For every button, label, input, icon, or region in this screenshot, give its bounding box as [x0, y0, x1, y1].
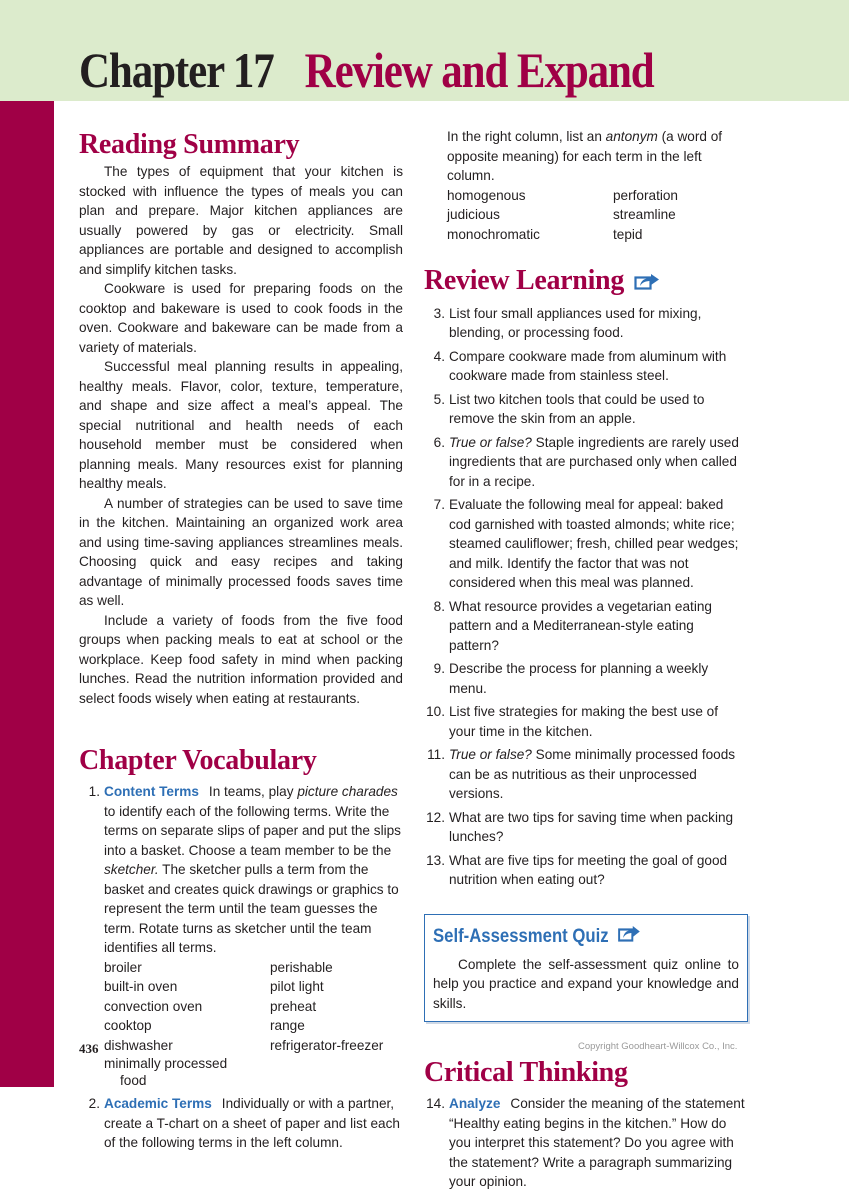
item-text: In teams, play — [208, 784, 298, 799]
question-text: List five strategies for making the best use of your time in the kitchen. — [449, 704, 718, 739]
quiz-title-text: Self-Assessment Quiz — [433, 925, 609, 947]
review-question — [424, 745, 746, 804]
copyright-notice: Copyright Goodheart-Willcox Co., Inc. — [578, 1041, 738, 1052]
term: judicious — [447, 207, 500, 222]
item-number: 1. — [88, 784, 100, 799]
term: cooktop — [104, 1018, 152, 1033]
academic-terms-continued — [424, 127, 746, 186]
review-question — [424, 851, 746, 890]
summary-paragraph: The types of equipment that your kitchen is stocked with influence the types of meals you can plan and prepare. Major kitchen appliances are usually powered by gas or electricity. Small appliances are portable and designed to accomplish and simplify kitchen tasks. — [79, 164, 403, 277]
term: homogenous — [447, 187, 526, 203]
left-column — [79, 128, 403, 1153]
review-question — [424, 390, 746, 429]
review-question — [424, 702, 746, 741]
review-learning-title: Review Learning — [424, 265, 625, 296]
term: refrigerator-freezer — [270, 1037, 384, 1053]
self-assessment-quiz-box[interactable] — [424, 914, 748, 1023]
content-terms-list — [79, 958, 403, 1090]
term: minimally processed — [104, 1056, 228, 1071]
item-text: Individually or with a partner, create a T-chart on a sheet of paper and list each of the following terms in the left column. — [104, 1096, 400, 1150]
vocabulary-item-content-terms — [79, 782, 403, 958]
review-question — [424, 495, 746, 593]
academic-terms-label: Academic Terms — [104, 1096, 212, 1111]
item-number: 13. — [426, 852, 445, 868]
term: built-in oven — [104, 979, 178, 994]
item-number: 10. — [426, 704, 445, 720]
item-text: In the right column, list an — [447, 129, 606, 144]
question-text: What are two tips for saving time when packing lunches? — [449, 809, 734, 845]
item-italic-text: True or false? — [449, 747, 532, 763]
critical-thinking-item — [424, 1094, 746, 1192]
term: preheat — [270, 998, 317, 1014]
term-continuation: food — [120, 1073, 147, 1088]
question-text: Evaluate the following meal for appeal: baked cod garnished with toasted almonds; white rice; steamed cauliflower; fresh, chilled pear wedges; and milk. Identify the factor that was not considered when this meal was planned. — [449, 497, 739, 591]
term: dishwasher — [104, 1037, 173, 1053]
quiz-description: Complete the self-assessment quiz online to help you practice and expand your knowledge and skills. — [433, 956, 739, 1011]
review-question — [424, 659, 746, 698]
question-text: List four small appliances used for mixing, blending, or processing food. — [449, 305, 702, 341]
term: broiler — [104, 959, 142, 975]
item-italic-text: picture charades — [297, 784, 398, 799]
review-question — [424, 597, 746, 656]
item-number: 3. — [433, 305, 445, 321]
term: convection oven — [104, 998, 203, 1014]
content-terms-label: Content Terms — [104, 784, 199, 799]
item-number: 9. — [433, 661, 445, 677]
review-question — [424, 808, 746, 847]
item-number: 14. — [426, 1096, 445, 1112]
summary-paragraph: Successful meal planning results in appealing, healthy meals. Flavor, color, texture, temperature, and shape and size affect a meal’s appeal. The special nutritional and health needs of each household member must be considered when planning meals. Many resources exist for planning healthy meals. — [79, 359, 403, 491]
item-text: The sketcher pulls a term from the basket and creates quick drawings or graphics to represent the term until the team guesses the term. Rotate turns as sketcher until the team identifies all terms. — [104, 862, 399, 955]
term: streamline — [613, 207, 676, 222]
question-text: Some minimally processed foods can be as nutritious as their unprocessed versions. — [449, 747, 736, 802]
critical-thinking-heading: Critical Thinking — [424, 1057, 628, 1089]
term: tepid — [613, 226, 643, 242]
term: monochromatic — [447, 226, 540, 242]
right-column — [424, 127, 746, 1192]
item-number: 7. — [433, 497, 445, 513]
item-text: Consider the meaning of the statement “Healthy eating begins in the kitchen.” How do you interpret this statement? Do you agree with the statement? Write a paragraph summarizing your opinion. — [449, 1096, 745, 1190]
chapter-number: Chapter 17 — [79, 42, 274, 98]
item-number: 12. — [426, 809, 445, 825]
page-number: 436 — [79, 1041, 99, 1056]
question-text: Compare cookware made from aluminum with cookware made from stainless steel. — [449, 348, 727, 384]
term: perforation — [613, 187, 678, 203]
review-learning-heading — [424, 264, 746, 300]
summary-paragraph: Cookware is used for preparing foods on the cooktop and bakeware is used to cook foods in the oven. Cookware and bakeware can be made from a variety of materials. — [79, 281, 403, 355]
item-italic-text: antonym — [605, 129, 658, 144]
item-italic-text: True or false? — [449, 434, 532, 450]
chapter-title — [79, 40, 654, 100]
question-text: Describe the process for planning a weekly menu. — [449, 661, 709, 696]
share-arrow-icon[interactable] — [617, 923, 640, 951]
academic-terms-list — [424, 186, 746, 245]
term: pilot light — [270, 979, 324, 994]
item-number: 11. — [427, 747, 445, 763]
term: range — [270, 1018, 305, 1033]
review-question — [424, 304, 746, 343]
item-number: 5. — [433, 391, 445, 407]
item-number: 2. — [88, 1096, 100, 1111]
question-text: What resource provides a vegetarian eating pattern and a Mediterranean-style eating pattern? — [449, 598, 712, 653]
question-text: What are five tips for meeting the goal of good nutrition when eating out? — [449, 852, 728, 888]
item-number: 4. — [433, 348, 445, 364]
term: perishable — [270, 959, 333, 975]
review-question — [424, 433, 746, 492]
chapter-section-title: Review and Expand — [304, 42, 654, 98]
self-assessment-title — [433, 923, 702, 951]
side-color-bar — [0, 101, 54, 1087]
analyze-label: Analyze — [449, 1096, 501, 1112]
item-number: 8. — [433, 598, 445, 614]
item-number: 6. — [433, 434, 445, 450]
chapter-vocabulary-heading: Chapter Vocabulary — [79, 745, 317, 776]
reading-summary-heading: Reading Summary — [79, 129, 300, 160]
question-text: List two kitchen tools that could be used to remove the skin from an apple. — [449, 391, 705, 427]
share-arrow-icon[interactable] — [634, 266, 660, 300]
item-text: to identify each of the following terms. Write the terms on separate slips of paper and put the slips into a basket. Choose a team member to be the — [104, 803, 401, 858]
item-text: (a word of opposite meaning) for each term in the left column. — [447, 129, 723, 183]
review-question — [424, 347, 746, 386]
question-text: Staple ingredients are rarely used ingredients that are purchased only when called for in a recipe. — [449, 434, 739, 489]
vocabulary-item-academic-terms — [79, 1094, 403, 1153]
summary-paragraph: A number of strategies can be used to save time in the kitchen. Maintaining an organized work area and using time-saving appliances streamlines meals. Choosing quick and easy recipes and taking advantage of minimally processed foods saves time as well. — [79, 495, 403, 608]
item-italic-text: sketcher. — [104, 862, 159, 877]
summary-paragraph: Include a variety of foods from the five food groups when packing meals to eat at school or the workplace. Keep food safety in mind when packing lunches. Read the nutrition information provided and select foods wisely when eating at restaurants. — [79, 612, 403, 706]
